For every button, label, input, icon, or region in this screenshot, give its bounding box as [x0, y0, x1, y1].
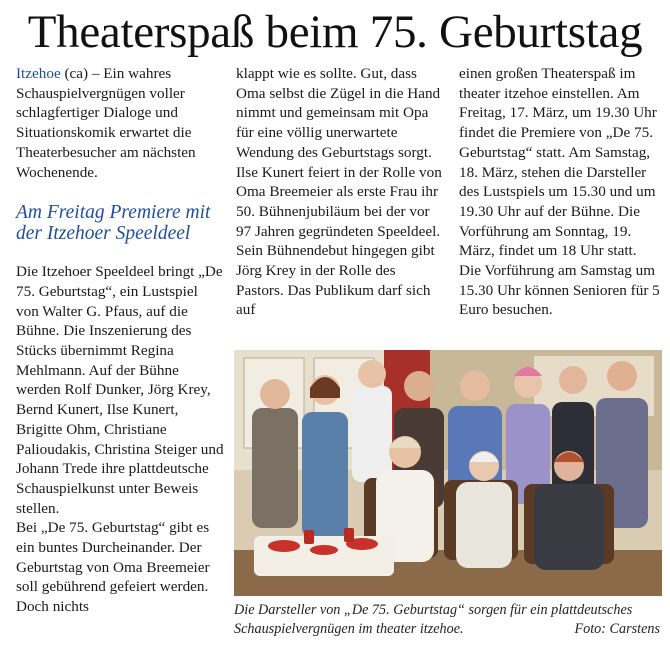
article-column-2 — [236, 64, 444, 320]
cast-photo-illustration — [234, 350, 662, 596]
paragraph: Bei „De 75. Geburtstag“ gibt es ein buntes Durcheinander. Der Geburtstag von Oma Breemeier soll gebührend gefeiert werden. Doch nichts — [16, 519, 210, 616]
paragraph: klappt wie es sollte. Gut, dass Oma selbst die Zügel in die Hand nimmt und gemeinsam mit Opa für eine völlig unerwartete Wendung des Geburtstags sorgt. — [236, 65, 441, 161]
headline: Theaterspaß beim 75. Geburtstag — [27, 6, 643, 58]
cast-photo — [234, 350, 662, 596]
subheadline: Am Freitag Premiere mit der Itzehoer Speeldeel — [16, 202, 211, 245]
photo-caption — [234, 601, 660, 638]
paragraph: einen großen Theaterspaß im theater itzehoe einstellen. Am Freitag, 17. März, um 19.30 Uhr findet die Premiere von „De 75. Geburtstag“ statt. Am Samstag, 18. März, stehen die Darsteller des Lustspiels um 15.30 und um 19.30 Uhr auf der Bühne. Die Vorführung am Sonntag, 19. März, findet um 18 Uhr statt. — [459, 65, 657, 260]
paragraph: Die Vorführung am Samstag um 15.30 Uhr können Senioren für 5 Euro besuchen. — [459, 262, 660, 319]
article-column-1 — [16, 64, 224, 617]
photo-credit: Foto: Carstens — [574, 620, 660, 637]
caption-text: Die Darsteller von „De 75. Geburtstag“ sorgen für ein plattdeutsches Schauspielvergnügen im theater itzehoe. — [234, 602, 633, 637]
paragraph: Die Itzehoer Speeldeel bringt „De 75. Geburtstag“, ein Lustspiel von Walter G. Pfaus, auf die Bühne. Die Inszenierung des Stücks übernimmt Regina Mehlmann. Auf der Bühne werden Rolf Dunker, Jörg Krey, Bernd Kunert, Ilse Kunert, Brigitte Ohm, Christiane Palioudakis, Christina Steiger und Johann Trede ihre plattdeutsche Schauspielkunst unter Beweis stellen. — [16, 263, 224, 517]
intro-paragraph — [16, 64, 224, 182]
article-column-3 — [459, 64, 665, 320]
intro-text: (ca) – Ein wahres Schauspielvergnügen voller schlagfertiger Dialoge und Situationskomik erwartet die Theaterbesucher am nächsten Wochenende. — [16, 65, 196, 181]
dateline-place: Itzehoe — [16, 65, 61, 82]
paragraph: Ilse Kunert feiert in der Rolle von Oma Breemeier als erste Frau ihr 50. Bühnenjubiläum bei der vor 97 Jahren gegründeten Speeldeel. Sein Bühnendebut hingegen gibt Jörg Krey in der Rolle des Pastors. Das Publikum darf sich auf — [236, 163, 442, 319]
